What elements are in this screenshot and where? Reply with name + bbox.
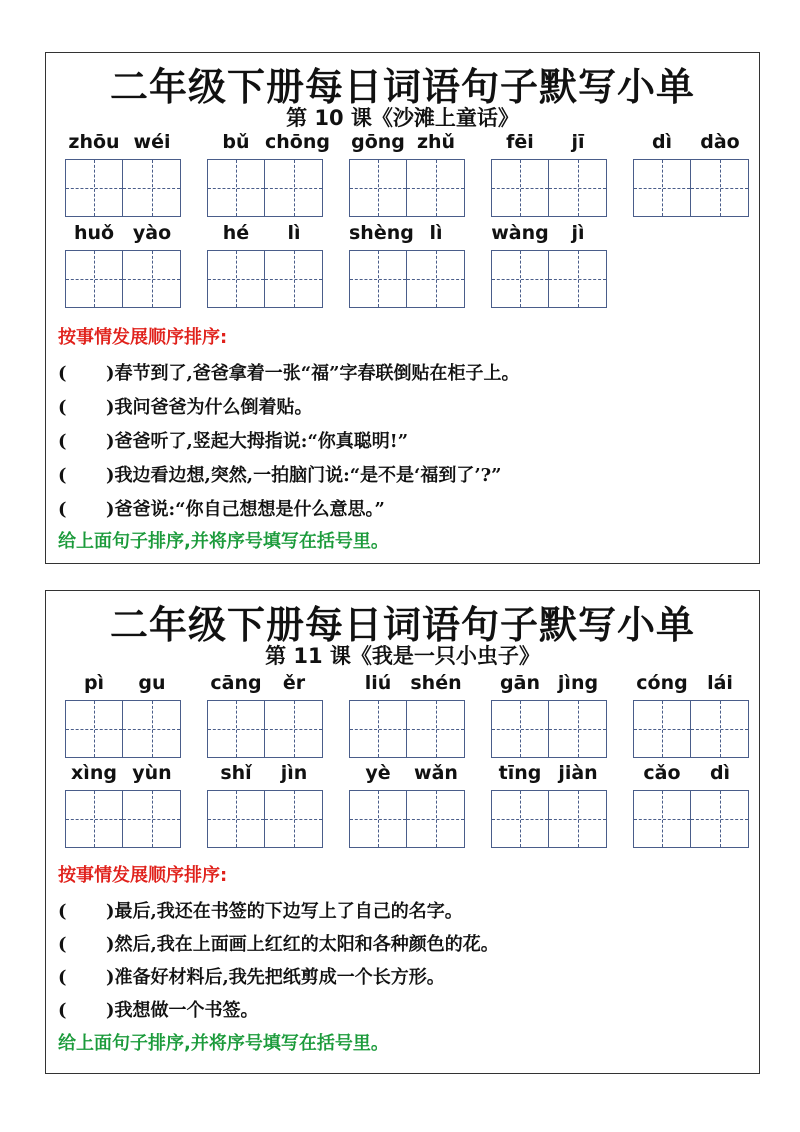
- order-blank-open[interactable]: (: [58, 431, 67, 452]
- tianzige-cell[interactable]: [265, 160, 322, 216]
- tianzige-cell[interactable]: [634, 701, 691, 757]
- guide-line-vertical: [236, 160, 237, 216]
- pinyin-syllable: liú: [364, 672, 392, 694]
- guide-line-vertical: [720, 160, 721, 216]
- tianzige-cell[interactable]: [123, 701, 180, 757]
- guide-line-vertical: [236, 791, 237, 847]
- order-blank-close: ): [106, 363, 115, 384]
- order-blank-close: ): [106, 967, 115, 988]
- tianzige-cell[interactable]: [208, 251, 265, 307]
- writing-grid[interactable]: [633, 790, 749, 848]
- tianzige-cell[interactable]: [265, 791, 322, 847]
- tianzige-cell[interactable]: [634, 160, 691, 216]
- writing-grid[interactable]: [349, 700, 465, 758]
- writing-grid[interactable]: [491, 790, 607, 848]
- writing-grid[interactable]: [491, 250, 607, 308]
- writing-grid[interactable]: [207, 159, 323, 217]
- pinyin-syllable: shǐ: [220, 762, 252, 784]
- guide-line-vertical: [94, 701, 95, 757]
- writing-grid[interactable]: [207, 250, 323, 308]
- guide-line-vertical: [436, 791, 437, 847]
- pinyin-syllable: jì: [571, 222, 585, 244]
- pinyin-label: [491, 131, 607, 155]
- guide-line-vertical: [94, 791, 95, 847]
- sentence-row: [58, 495, 385, 521]
- pinyin-syllable: gu: [138, 672, 166, 694]
- sentence-row: [58, 461, 502, 487]
- pinyin-label: [491, 762, 607, 786]
- order-blank-open[interactable]: (: [58, 901, 67, 922]
- tianzige-cell[interactable]: [549, 160, 606, 216]
- writing-grid[interactable]: [349, 250, 465, 308]
- pinyin-label: [65, 762, 181, 786]
- pinyin-syllable: lái: [707, 672, 733, 694]
- writing-grid[interactable]: [65, 790, 181, 848]
- writing-grid[interactable]: [65, 159, 181, 217]
- guide-line-vertical: [520, 251, 521, 307]
- guide-line-vertical: [152, 160, 153, 216]
- tianzige-cell[interactable]: [492, 160, 549, 216]
- pinyin-label: [349, 222, 465, 246]
- writing-grid[interactable]: [491, 700, 607, 758]
- tianzige-cell[interactable]: [492, 701, 549, 757]
- pinyin-syllable: gān: [500, 672, 540, 694]
- writing-grid[interactable]: [65, 700, 181, 758]
- pinyin-syllable: xìng: [71, 762, 117, 784]
- writing-grid[interactable]: [207, 790, 323, 848]
- worksheet-title: 二年级下册每日词语句子默写小单: [109, 65, 695, 109]
- pinyin-syllable: fēi: [506, 131, 534, 153]
- pinyin-syllable: gōng: [351, 131, 405, 153]
- worksheet-card-lesson-11: [45, 590, 760, 1074]
- sentence-row: [58, 930, 499, 956]
- pinyin-label: [207, 762, 323, 786]
- pinyin-label: [633, 762, 749, 786]
- pinyin-syllable: tīng: [498, 762, 542, 784]
- tianzige-cell[interactable]: [549, 701, 606, 757]
- pinyin-label: [65, 672, 181, 696]
- order-blank-close: ): [106, 431, 115, 452]
- sentence-row: [58, 393, 313, 419]
- order-blank-open[interactable]: (: [58, 967, 67, 988]
- tianzige-cell[interactable]: [265, 701, 322, 757]
- pinyin-label: [349, 672, 465, 696]
- guide-line-vertical: [662, 701, 663, 757]
- sentence-text: 我边看边想,突然,一拍脑门说:“是不是‘福到了’?”: [114, 465, 502, 486]
- pinyin-syllable: jìng: [557, 672, 599, 694]
- ordering-heading: 按事情发展顺序排序:: [58, 327, 228, 348]
- guide-line-vertical: [520, 701, 521, 757]
- tianzige-cell[interactable]: [407, 701, 464, 757]
- pinyin-label: [633, 131, 749, 155]
- guide-line-vertical: [720, 701, 721, 757]
- tianzige-cell[interactable]: [350, 160, 407, 216]
- tianzige-cell[interactable]: [265, 251, 322, 307]
- guide-line-vertical: [378, 701, 379, 757]
- ordering-heading: 按事情发展顺序排序:: [58, 865, 228, 886]
- pinyin-syllable: shèng: [349, 222, 414, 244]
- pinyin-label: [207, 131, 330, 155]
- pinyin-syllable: lì: [429, 222, 443, 244]
- order-blank-close: ): [106, 934, 115, 955]
- order-blank-open[interactable]: (: [58, 499, 67, 520]
- pinyin-syllable: huǒ: [73, 222, 115, 244]
- pinyin-label: [491, 672, 607, 696]
- pinyin-syllable: cāng: [210, 672, 262, 694]
- sentence-row: [58, 427, 408, 453]
- pinyin-label: [349, 762, 465, 786]
- order-blank-open[interactable]: (: [58, 397, 67, 418]
- pinyin-syllable: jiàn: [558, 762, 598, 784]
- tianzige-cell[interactable]: [407, 160, 464, 216]
- tianzige-cell[interactable]: [691, 701, 748, 757]
- pinyin-syllable: zhōu: [68, 131, 120, 153]
- sentence-text: 最后,我还在书签的下边写上了自己的名字。: [114, 901, 463, 922]
- guide-line-vertical: [520, 791, 521, 847]
- pinyin-label: [65, 131, 181, 155]
- order-blank-open[interactable]: (: [58, 934, 67, 955]
- sentence-text: 我问爸爸为什么倒着贴。: [114, 397, 313, 418]
- tianzige-cell[interactable]: [350, 251, 407, 307]
- worksheet-card-lesson-10: [45, 52, 760, 564]
- pinyin-syllable: jìn: [280, 762, 308, 784]
- tianzige-cell[interactable]: [691, 160, 748, 216]
- lesson-title: 第 11 课《我是一只小虫子》: [265, 644, 540, 668]
- tianzige-cell[interactable]: [492, 251, 549, 307]
- pinyin-syllable: cóng: [636, 672, 688, 694]
- guide-line-vertical: [94, 251, 95, 307]
- pinyin-syllable: lì: [287, 222, 301, 244]
- tianzige-cell[interactable]: [549, 791, 606, 847]
- writing-grid[interactable]: [633, 159, 749, 217]
- lesson-title: 第 10 课《沙滩上童话》: [286, 106, 519, 130]
- pinyin-syllable: wéi: [133, 131, 171, 153]
- pinyin-syllable: zhǔ: [416, 131, 456, 153]
- tianzige-cell[interactable]: [350, 701, 407, 757]
- tianzige-cell[interactable]: [66, 251, 123, 307]
- pinyin-syllable: jī: [571, 131, 585, 153]
- guide-line-vertical: [236, 251, 237, 307]
- tianzige-cell[interactable]: [350, 791, 407, 847]
- tianzige-cell[interactable]: [208, 160, 265, 216]
- guide-line-vertical: [152, 701, 153, 757]
- pinyin-label: [491, 222, 607, 246]
- guide-line-vertical: [578, 251, 579, 307]
- sentence-row: [58, 963, 445, 989]
- sentence-row: [58, 359, 520, 385]
- pinyin-label: [207, 222, 323, 246]
- guide-line-vertical: [378, 160, 379, 216]
- sentence-text: 春节到了,爸爸拿着一张“福”字春联倒贴在柜子上。: [114, 363, 520, 384]
- pinyin-label: [633, 672, 749, 696]
- sentence-text: 我想做一个书签。: [114, 1000, 259, 1021]
- guide-line-vertical: [520, 160, 521, 216]
- guide-line-vertical: [436, 701, 437, 757]
- writing-grid[interactable]: [349, 790, 465, 848]
- sentence-text: 爸爸说:“你自己想想是什么意思。”: [114, 499, 385, 520]
- sentence-row: [58, 996, 259, 1022]
- guide-line-vertical: [578, 791, 579, 847]
- pinyin-syllable: dào: [700, 131, 740, 153]
- order-blank-close: ): [106, 1000, 115, 1021]
- pinyin-syllable: bǔ: [222, 131, 250, 153]
- tianzige-cell[interactable]: [549, 251, 606, 307]
- tianzige-cell[interactable]: [492, 791, 549, 847]
- tianzige-cell[interactable]: [66, 160, 123, 216]
- pinyin-label: [349, 131, 465, 155]
- guide-line-vertical: [436, 160, 437, 216]
- guide-line-vertical: [94, 160, 95, 216]
- tianzige-cell[interactable]: [123, 160, 180, 216]
- guide-line-vertical: [378, 791, 379, 847]
- sentence-text: 然后,我在上面画上红红的太阳和各种颜色的花。: [114, 934, 499, 955]
- sentence-text: 爸爸听了,竖起大拇指说:“你真聪明!”: [114, 431, 409, 452]
- order-blank-open[interactable]: (: [58, 465, 67, 486]
- pinyin-syllable: yè: [365, 762, 391, 784]
- tianzige-cell[interactable]: [407, 791, 464, 847]
- writing-grid[interactable]: [207, 700, 323, 758]
- guide-line-vertical: [662, 160, 663, 216]
- pinyin-syllable: yùn: [132, 762, 172, 784]
- pinyin-syllable: wàng: [491, 222, 549, 244]
- order-blank-close: ): [106, 397, 115, 418]
- pinyin-syllable: chōng: [265, 131, 330, 153]
- pinyin-syllable: pì: [83, 672, 105, 694]
- order-blank-close: ): [106, 901, 115, 922]
- tianzige-cell[interactable]: [66, 791, 123, 847]
- tianzige-cell[interactable]: [407, 251, 464, 307]
- pinyin-syllable: yào: [132, 222, 172, 244]
- guide-line-vertical: [294, 701, 295, 757]
- tianzige-cell[interactable]: [123, 791, 180, 847]
- guide-line-vertical: [720, 791, 721, 847]
- tianzige-cell[interactable]: [123, 251, 180, 307]
- order-blank-close: ): [106, 465, 115, 486]
- guide-line-vertical: [294, 791, 295, 847]
- pinyin-syllable: ěr: [282, 672, 306, 694]
- writing-grid[interactable]: [349, 159, 465, 217]
- guide-line-vertical: [662, 791, 663, 847]
- tianzige-cell[interactable]: [66, 701, 123, 757]
- tianzige-cell[interactable]: [208, 701, 265, 757]
- guide-line-vertical: [236, 701, 237, 757]
- guide-line-vertical: [294, 251, 295, 307]
- pinyin-syllable: dì: [651, 131, 673, 153]
- guide-line-vertical: [436, 251, 437, 307]
- tianzige-cell[interactable]: [691, 791, 748, 847]
- pinyin-syllable: hé: [222, 222, 250, 244]
- pinyin-syllable: dì: [709, 762, 731, 784]
- guide-line-vertical: [294, 160, 295, 216]
- pinyin-label: [207, 672, 323, 696]
- guide-line-vertical: [152, 251, 153, 307]
- writing-grid[interactable]: [633, 700, 749, 758]
- guide-line-vertical: [378, 251, 379, 307]
- sentence-text: 准备好材料后,我先把纸剪成一个长方形。: [114, 967, 445, 988]
- tianzige-cell[interactable]: [208, 791, 265, 847]
- sentence-row: [58, 897, 463, 923]
- pinyin-syllable: cǎo: [643, 762, 681, 784]
- pinyin-syllable: shén: [410, 672, 462, 694]
- guide-line-vertical: [578, 701, 579, 757]
- pinyin-label: [65, 222, 181, 246]
- tianzige-cell[interactable]: [634, 791, 691, 847]
- instruction-text: 给上面句子排序,并将序号填写在括号里。: [58, 1033, 389, 1054]
- order-blank-open[interactable]: (: [58, 363, 67, 384]
- pinyin-syllable: wǎn: [414, 762, 458, 784]
- order-blank-open[interactable]: (: [58, 1000, 67, 1021]
- writing-grid[interactable]: [65, 250, 181, 308]
- worksheet-title: 二年级下册每日词语句子默写小单: [109, 603, 695, 647]
- guide-line-vertical: [152, 791, 153, 847]
- writing-grid[interactable]: [491, 159, 607, 217]
- instruction-text: 给上面句子排序,并将序号填写在括号里。: [58, 531, 389, 552]
- order-blank-close: ): [106, 499, 115, 520]
- guide-line-vertical: [578, 160, 579, 216]
